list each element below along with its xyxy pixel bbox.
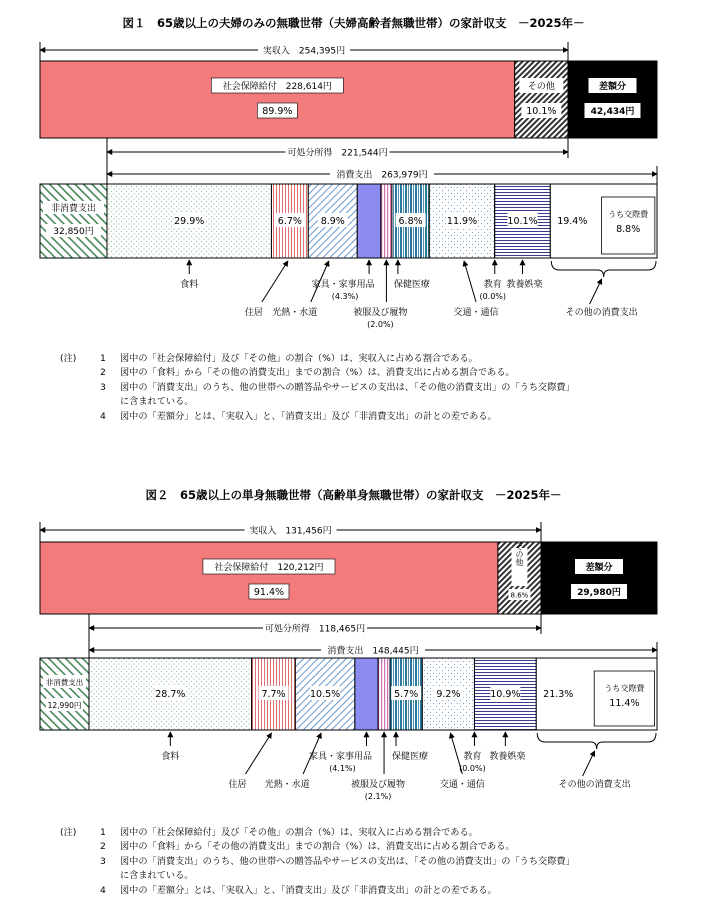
social-expense-pct: 8.8% [616, 224, 641, 235]
callout-medical: 保健医療 [391, 752, 429, 762]
note-row [60, 869, 700, 883]
callout-furniture: 家具・家事用品 [311, 280, 375, 290]
expense-pct-housing: 6.7% [277, 216, 302, 227]
note-number: 3 [100, 855, 106, 867]
note-row [60, 410, 700, 424]
note-number: 2 [100, 367, 106, 379]
deficit-amount: 29,980円 [577, 588, 621, 598]
note-number: 1 [100, 353, 106, 364]
note-head [60, 840, 100, 854]
bar-expense-clothing [381, 184, 392, 258]
callout-utilities: 光熱・水道 [264, 780, 310, 790]
callout-othercons: その他の消費支出 [565, 308, 638, 318]
notes-figure-1 [60, 352, 700, 424]
social-pct: 91.4% [253, 587, 285, 598]
expense-pct-food: 28.7% [155, 689, 186, 700]
nonconsumption-amount: 12,990円 [47, 701, 82, 710]
note-head [60, 395, 100, 409]
expense-pct-medical: 5.7% [394, 689, 419, 700]
note-number: 4 [100, 410, 106, 422]
note-text: 図中の「消費支出」のうち、他の世帯への贈答品やサービスの支出は、「その他の消費支出」の「うち交際費」 [120, 381, 575, 393]
note-number: 4 [100, 884, 106, 896]
callout-utilities: 光熱・水道 [272, 308, 318, 318]
callout-education-pct: (0.0%) [479, 292, 507, 301]
chart-couple-households [40, 16, 657, 329]
note-head [60, 381, 100, 395]
note-number: 3 [100, 381, 106, 393]
bar-deficit [541, 542, 657, 614]
disposable-label: 可処分所得 118,465円 [264, 624, 366, 635]
note-text: に含まれている。 [120, 396, 194, 408]
bar-other-income [515, 61, 568, 138]
note-number [100, 395, 120, 409]
expense-pct-medical: 6.8% [398, 216, 423, 227]
note-text: 図中の「差額分」とは、「実収入」と、「消費支出」及び「非消費支出」の計との差である。 [120, 410, 497, 422]
note-row [60, 840, 700, 854]
note-row [60, 352, 700, 366]
nonconsumption-label: 非消費支出 [50, 204, 97, 214]
callout-arrow-transport [464, 261, 476, 302]
bar-deficit [568, 61, 657, 138]
callout-clothing: 被服及び履物 [353, 308, 408, 318]
callout-arrow-housing [262, 261, 288, 302]
note-row [60, 366, 700, 380]
expense-pct-housing: 7.7% [261, 689, 286, 700]
note-row [60, 855, 700, 869]
note-row [60, 395, 700, 409]
expense-pct-othercons: 21.3% [543, 689, 574, 700]
note-row [60, 884, 700, 898]
callout-medical: 保健医療 [393, 280, 430, 290]
social-pct: 89.9% [262, 106, 293, 117]
bar-social-security [40, 61, 515, 138]
bar-social-security [40, 542, 498, 614]
note-text: 図中の「社会保障給付」及び「その他」の割合（%）は、実収入に占める割合である。 [120, 827, 478, 838]
callout-clothing-pct: (2.0%) [367, 320, 394, 329]
social-expense-label: うち交際費 [608, 210, 649, 219]
callout-transport: 交通・通信 [453, 308, 499, 318]
nonconsumption-label: 非消費支出 [45, 678, 84, 687]
callout-brace-othercons [537, 733, 656, 749]
note-head [60, 869, 100, 883]
note-head: (注) [60, 353, 77, 364]
note-head: (注) [60, 827, 77, 838]
callout-furniture: 家具・家事用品 [308, 752, 372, 762]
expense-pct-transport: 9.2% [436, 689, 461, 700]
callout-furniture-pct: (4.3%) [331, 292, 359, 301]
expense-pct-food: 29.9% [174, 216, 205, 227]
deficit-label: 差額分 [585, 563, 613, 573]
expense-pct-transport: 11.9% [446, 216, 478, 227]
callout-arrow-othercons [583, 751, 595, 776]
bar-nonconsumption [40, 184, 107, 258]
expense-pct-culture: 10.1% [507, 216, 538, 227]
social-label: 社会保障給付 228,614円 [222, 82, 332, 92]
expense-pct-othercons: 19.4% [557, 216, 588, 227]
callout-furniture-pct: (4.1%) [329, 764, 356, 773]
expense-pct-culture: 10.9% [490, 689, 521, 700]
social-expense-label: うち交際費 [604, 684, 645, 693]
note-number [100, 869, 120, 883]
note-number: 1 [100, 827, 106, 838]
deficit-label: 差額分 [598, 82, 627, 92]
callout-housing: 住居 [228, 780, 247, 790]
income-label: 実収入 131,456円 [249, 526, 332, 537]
social-label: 社会保障給付 120,212円 [214, 563, 324, 573]
callout-brace-othercons [551, 261, 656, 277]
note-head [60, 855, 100, 869]
callout-clothing-pct: (2.1%) [364, 792, 392, 801]
social-expense-pct: 11.4% [609, 698, 640, 709]
other-label: その他 [527, 82, 555, 92]
expense-pct-utilities: 8.9% [320, 216, 345, 227]
disposable-label: 可処分所得 221,544円 [287, 148, 388, 159]
callout-culture: 教養娯楽 [489, 752, 526, 762]
deficit-amount: 42,434円 [590, 107, 635, 117]
callout-arrow-othercons [590, 279, 602, 304]
note-row [60, 826, 700, 840]
callout-arrow-housing [246, 733, 272, 774]
bar-expense-clothing [378, 658, 390, 730]
callout-education: 教育 [463, 752, 482, 762]
bar-nonconsumption [40, 658, 89, 730]
note-head [60, 366, 100, 380]
note-number: 2 [100, 841, 106, 853]
consumption-label: 消費支出 263,979円 [336, 170, 428, 181]
callout-education-pct: (0.0%) [459, 764, 486, 773]
note-text: 図中の「社会保障給付」及び「その他」の割合（%）は、実収入に占める割合である。 [120, 353, 478, 364]
nonconsumption-amount: 32,850円 [53, 227, 94, 237]
note-head [60, 410, 100, 424]
note-text: 図中の「消費支出」のうち、他の世帯への贈答品やサービスの支出は、「その他の消費支出」の「うち交際費」 [120, 855, 575, 867]
bar-expense-furniture [357, 184, 381, 258]
chart-single-households [40, 488, 657, 801]
income-label: 実収入 254,395円 [262, 46, 346, 57]
consumption-label: 消費支出 148,445円 [327, 646, 419, 657]
note-head [60, 884, 100, 898]
bar-expense-furniture [355, 658, 378, 730]
callout-clothing: 被服及び履物 [351, 780, 406, 790]
other-pct: 8.6% [510, 591, 529, 600]
note-row [60, 381, 700, 395]
callout-housing: 住居 [244, 308, 263, 318]
expense-pct-utilities: 10.5% [310, 689, 341, 700]
note-text: 図中の「食料」から「その他の消費支出」までの割合（%）は、消費支出に占める割合である。 [120, 841, 515, 853]
other-pct: 10.1% [526, 106, 557, 117]
callout-food: 食料 [180, 280, 199, 290]
other-label: その他 [514, 542, 524, 566]
callout-transport: 交通・通信 [439, 780, 485, 790]
note-text: 図中の「差額分」とは、「実収入」と、「消費支出」及び「非消費支出」の計との差である。 [120, 884, 497, 896]
notes-figure-2 [60, 826, 700, 898]
callout-education: 教育 [483, 280, 502, 290]
callout-food: 食料 [161, 752, 180, 762]
chart-title: 図２ 65歳以上の単身無職世帯（高齢単身無職世帯）の家計収支 －2025年－ [145, 488, 562, 502]
note-text: に含まれている。 [120, 870, 194, 882]
note-text: 図中の「食料」から「その他の消費支出」までの割合（%）は、消費支出に占める割合である。 [120, 367, 515, 379]
callout-othercons: その他の消費支出 [558, 780, 631, 790]
chart-title: 図１ 65歳以上の夫婦のみの無職世帯（夫婦高齢者無職世帯）の家計収支 －2025年－ [122, 16, 585, 30]
callout-culture: 教養娯楽 [506, 280, 543, 290]
